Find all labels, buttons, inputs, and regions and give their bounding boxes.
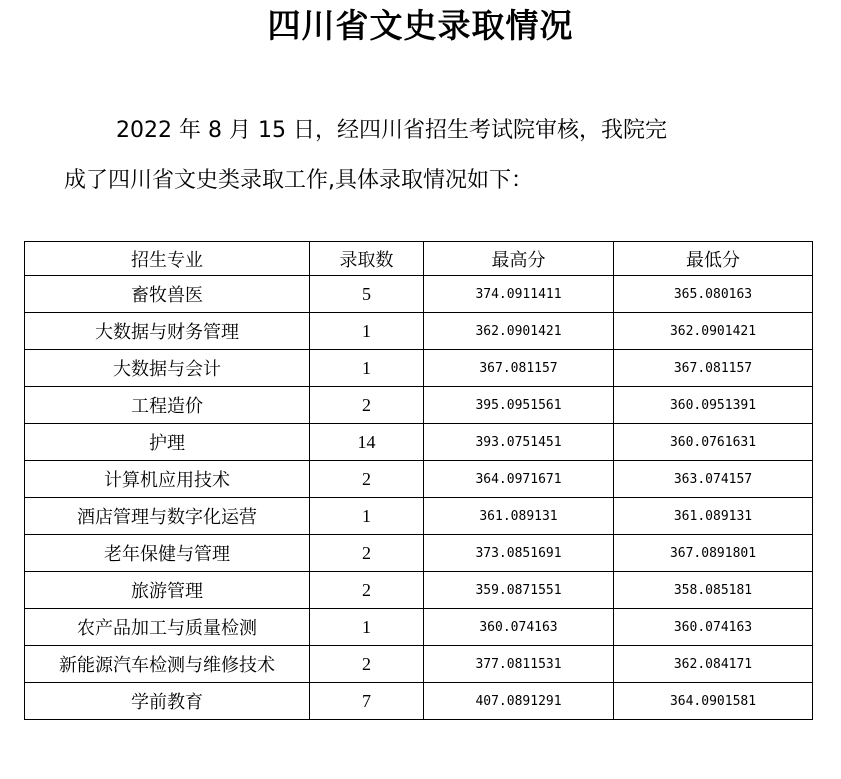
major-cell: 计算机应用技术 [25, 461, 310, 498]
count-cell: 2 [310, 646, 424, 683]
min-score-cell: 358.085181 [614, 572, 813, 609]
max-score-cell: 374.0911411 [424, 276, 614, 313]
page-title: 四川省文史录取情况 [267, 6, 574, 45]
table-row [25, 535, 813, 572]
header-count: 录取数 [310, 242, 424, 276]
min-score-cell: 360.074163 [614, 609, 813, 646]
admissions-table [24, 241, 813, 720]
count-cell: 2 [310, 387, 424, 424]
count-cell: 14 [310, 424, 424, 461]
major-cell: 畜牧兽医 [25, 276, 310, 313]
max-score-cell: 367.081157 [424, 350, 614, 387]
major-cell: 旅游管理 [25, 572, 310, 609]
major-cell: 农产品加工与质量检测 [25, 609, 310, 646]
major-cell: 工程造价 [25, 387, 310, 424]
major-cell: 学前教育 [25, 683, 310, 720]
min-score-cell: 362.084171 [614, 646, 813, 683]
table-row [25, 498, 813, 535]
count-cell: 1 [310, 350, 424, 387]
max-score-cell: 361.089131 [424, 498, 614, 535]
intro-line-1: 2022 年 8 月 15 日，经四川省招生考试院审核，我院完 [116, 118, 667, 143]
max-score-cell: 377.0811531 [424, 646, 614, 683]
major-cell: 酒店管理与数字化运营 [25, 498, 310, 535]
count-cell: 1 [310, 609, 424, 646]
count-cell: 1 [310, 313, 424, 350]
min-score-cell: 367.0891801 [614, 535, 813, 572]
intro-paragraph [64, 106, 804, 206]
max-score-cell: 393.0751451 [424, 424, 614, 461]
table-row [25, 424, 813, 461]
max-score-cell: 373.0851691 [424, 535, 614, 572]
count-cell: 7 [310, 683, 424, 720]
table-row [25, 387, 813, 424]
major-cell: 护理 [25, 424, 310, 461]
min-score-cell: 365.080163 [614, 276, 813, 313]
min-score-cell: 367.081157 [614, 350, 813, 387]
count-cell: 1 [310, 498, 424, 535]
table-header-row [25, 242, 813, 276]
count-cell: 2 [310, 535, 424, 572]
major-cell: 大数据与财务管理 [25, 313, 310, 350]
intro-line-2: 成了四川省文史类录取工作,具体录取情况如下： [64, 168, 533, 193]
max-score-cell: 359.0871551 [424, 572, 614, 609]
table-row [25, 572, 813, 609]
max-score-cell: 364.0971671 [424, 461, 614, 498]
count-cell: 2 [310, 572, 424, 609]
min-score-cell: 364.0901581 [614, 683, 813, 720]
header-min-score: 最低分 [614, 242, 813, 276]
header-max-score: 最高分 [424, 242, 614, 276]
header-major: 招生专业 [25, 242, 310, 276]
table-row [25, 276, 813, 313]
table-row [25, 350, 813, 387]
major-cell: 大数据与会计 [25, 350, 310, 387]
major-cell: 新能源汽车检测与维修技术 [25, 646, 310, 683]
table-row [25, 609, 813, 646]
min-score-cell: 362.0901421 [614, 313, 813, 350]
min-score-cell: 360.0761631 [614, 424, 813, 461]
table-row [25, 683, 813, 720]
max-score-cell: 362.0901421 [424, 313, 614, 350]
min-score-cell: 361.089131 [614, 498, 813, 535]
max-score-cell: 407.0891291 [424, 683, 614, 720]
major-cell: 老年保健与管理 [25, 535, 310, 572]
table-row [25, 313, 813, 350]
table-row [25, 461, 813, 498]
max-score-cell: 395.0951561 [424, 387, 614, 424]
count-cell: 2 [310, 461, 424, 498]
table-row [25, 646, 813, 683]
count-cell: 5 [310, 276, 424, 313]
min-score-cell: 360.0951391 [614, 387, 813, 424]
min-score-cell: 363.074157 [614, 461, 813, 498]
max-score-cell: 360.074163 [424, 609, 614, 646]
